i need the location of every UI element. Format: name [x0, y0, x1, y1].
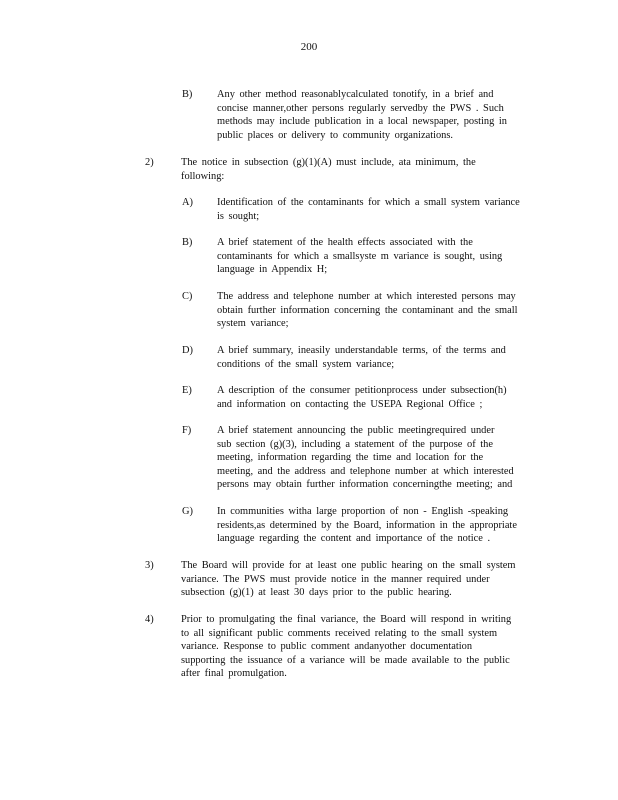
item-text — [217, 290, 547, 331]
item-text — [181, 613, 551, 681]
item-text — [181, 156, 551, 183]
text-line: residents,as determined by the Board, information in the appropriate — [217, 519, 517, 531]
item-text — [217, 505, 547, 546]
item-label: B) — [182, 237, 193, 248]
text-line: sub section (g)(3), including a statement of the purpose of the — [217, 438, 493, 450]
text-line: after final promulgation. — [181, 668, 287, 680]
item-label: D) — [182, 345, 193, 356]
item-label: F) — [182, 425, 192, 436]
text-line: A brief summary, ineasily understandable terms, of the terms and — [217, 345, 506, 356]
text-line: In communities witha large proportion of non - English -speaking — [217, 506, 509, 517]
text-line: Prior to promulgating the final variance, the Board will respond in writing — [181, 614, 512, 625]
text-line: obtain further information concerning the contaminant and the small — [217, 304, 518, 316]
text-line: variance. Response to public comment andanyother documentation — [181, 641, 473, 653]
item-label: 4) — [145, 614, 154, 625]
text-line: A brief statement announcing the public meetingrequired under — [217, 425, 495, 436]
page-number: 200 — [300, 41, 318, 53]
text-line: contaminants for which a smallsyste m variance is sought, using — [217, 250, 503, 262]
text-line: The Board will provide for at least one public hearing on the small system — [181, 560, 516, 571]
text-line: Any other method reasonablycalculated tonotify, in a brief and — [217, 89, 494, 100]
text-line: meeting, and the address and telephone number at which interested — [217, 465, 514, 477]
text-line: A brief statement of the health effects associated with the — [217, 237, 473, 248]
text-line: meeting, information regarding the time and location for the — [217, 452, 484, 464]
item-text — [217, 88, 547, 142]
item-label: E) — [182, 385, 192, 396]
item-text — [217, 344, 547, 371]
item-text — [217, 236, 547, 277]
text-line: Identification of the contaminants for which a small system variance — [217, 197, 520, 208]
item-text — [217, 384, 547, 411]
item-label: A) — [182, 197, 193, 208]
text-line: methods may include publication in a local newspaper, posting in — [217, 116, 507, 128]
item-text — [217, 424, 547, 492]
text-line: A description of the consumer petitionprocess under subsection(h) — [217, 385, 507, 396]
item-label: 3) — [145, 560, 154, 571]
text-line: system variance; — [217, 318, 289, 330]
text-line: language regarding the content and importance of the notice . — [217, 533, 491, 545]
item-label: B) — [182, 89, 193, 100]
text-line: and information on contacting the USEPA Regional Office ; — [217, 398, 483, 410]
item-text — [217, 196, 547, 223]
text-line: variance. The PWS must provide notice in the manner required under — [181, 573, 490, 585]
item-label: C) — [182, 291, 193, 302]
text-line: supporting the issuance of a variance will be made available to the public — [181, 654, 510, 666]
text-line: concise manner,other persons regularly servedby the PWS . Such — [217, 102, 504, 114]
text-line: language in Appendix H; — [217, 264, 328, 276]
text-line: conditions of the small system variance; — [217, 358, 395, 370]
text-line: The notice in subsection (g)(1)(A) must include, ata minimum, the — [181, 157, 476, 168]
item-text — [181, 559, 551, 600]
text-line: public places or delivery to community organizations. — [217, 129, 454, 141]
item-label: 2) — [145, 157, 154, 168]
text-line: following: — [181, 170, 225, 182]
text-line: persons may obtain further information concerningthe meeting; and — [217, 479, 513, 491]
item-label: G) — [182, 506, 193, 517]
text-line: subsection (g)(1) at least 30 days prior to the public hearing. — [181, 587, 452, 599]
text-line: to all significant public comments received relating to the small system — [181, 627, 498, 639]
text-line: The address and telephone number at which interested persons may — [217, 291, 516, 302]
text-line: is sought; — [217, 210, 260, 222]
